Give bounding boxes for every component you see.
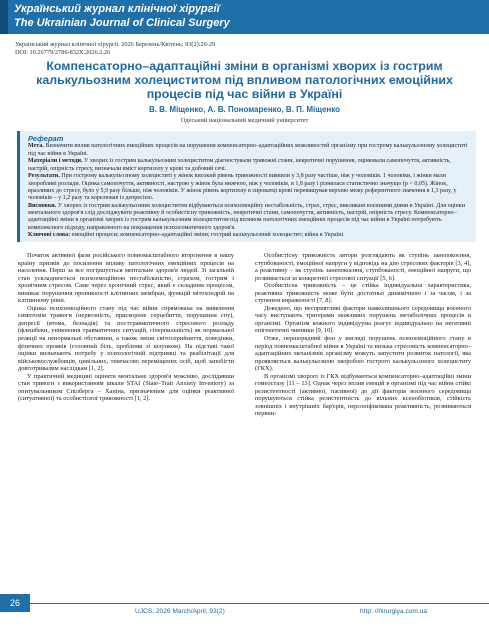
- abstract-results: [28, 173, 470, 202]
- footer-url[interactable]: http: //hirurgiya.com.ua: [360, 608, 428, 615]
- journal-title-en: The Ukrainian Journal of Clinical Surgery: [14, 17, 230, 29]
- journal-header-band: [0, 0, 489, 34]
- citation-block: [15, 41, 215, 57]
- body-paragraph: Початок активної фази російського повномасштабного вторгнення в нашу країну призвів до посилення впливу патологічних емоційних процесів на населення. Перш за все погіршується ментальне здоров'я людей. Зі загальній стан ускладнюється психоемоційною нестабільністю, страхом, гострим і хронічним стресом. Саме через хронічний стрес, який є складним процесом, виникає порушення проникності клітинних мембран, функцій мітохондрій на клітинному рівні.: [18, 252, 234, 305]
- footer-journal-issue: UJCS, 2026 March/April; 93(2): [135, 608, 225, 615]
- abstract-methods: [28, 158, 470, 173]
- article-title: Компенсаторно–адаптаційні зміни в організмі хворих із гострим калькульозним холециститом під впливом патологічних емоційних процесів під час війни в Україні: [36, 59, 453, 101]
- keywords-label: Ключові слова:: [28, 232, 71, 239]
- conclusions-text: У хворих із гострим калькульозним холециститом відбуваються психоемоційну нестабільність, страх, стрес, викликані воєнними діями в Україні. Для оцінки ментального здоров'я слід досліджувати реактивну й особистісну тривожність, невротичні стани, самопочуття, активність, настрій, опірність стресу. Компенсаторно–адаптаційні зміни в організмі хворих із гострим калькульозним холециститом під впливом патологічних емоційних процесів під час війни в Україні потребують комплексного підходу, направленого на покращення психосоматичного здоров'я.: [28, 202, 465, 231]
- body-column-left: [18, 252, 234, 403]
- keywords-text: емоційні процеси; компенсаторно–адаптаційні зміни; гострий калькульозний холецистит; війна в Україні.: [70, 232, 345, 239]
- methods-text: У хворих із гострим калькульозним холециститом діагностували тривожні стани, некротичні порушення, оцінювали самопочуття, активність, настрій, опірність стресу, визначали вміст кортизолу у крові та добовий сечі.: [28, 158, 451, 172]
- body-paragraph: Доведено, що несприятливі фактори навколишнього середовища воєнного часу виступають тригерами можливих порушень метаболічних процесів в організмі. Організм кожного індивідуума реагує індивідуально на негативні епігенетичні чинники [9, 10].: [255, 304, 471, 335]
- conclusions-label: Висновки.: [28, 202, 57, 209]
- abstract-keywords: [28, 232, 470, 239]
- results-label: Результати.: [28, 173, 60, 180]
- page-number: 26: [0, 594, 30, 612]
- results-text: При гострому калькульозному холециститі у жінок високий рівень тривожності виявили у 3,8 разу частіше, ніж у чоловіків. 1 чоловіки, і жінки мали хворобливі розлади. Оцінка самопочуття, активності, настрою у жінок була нижчою, ніж у чоловіків, в 1,8 разу і різнилася статистично значущо (p < 0,05). Жінок, вразливих до стресу, було у 5,9 разу більше, ніж чоловіків. У жінок рівень кортизолу в сироватці крові перевищував верхню межу референтного значення в 1,3 разу, у чоловіків – у 1,2 разу та корелював із депресією.: [28, 173, 457, 201]
- body-paragraph: В організмі хворого із ГКХ відбуваються компенсаторно–адаптаційні зміни гомеостазу [11 – 13]. Однак через вплив емоцій в організмі під час війни стійкі резистентності (активної, пасивної) до дії факторів воєнного середовища порушуються стійка резистентність до вільних ксенобіотиків, стійкість зовнішніх і внутрішніх бар'єрів, персоніфікована реактивність, розвиваються первин-: [255, 372, 471, 418]
- abstract-box: [17, 131, 476, 242]
- journal-title-ua: Український журнал клінічної хірургії: [14, 3, 220, 15]
- methods-label: Матеріали і методи.: [28, 158, 83, 165]
- abstract-heading: Реферат: [28, 134, 64, 143]
- body-paragraph: Оцінка психоемоційного стану під час війни спрямована на виявлення симптомів тривоги (нервозність, прискорене серцебиття, порушення сну), депресії (втома, безнадія) та посттравматичного стресового розладу (флешбеки, уникнення травматичних ситуацій, гіперпильність) як нормальної реакції на ненормальні обставини, а також зміни світосприйняття, поведінки, фізичних проявів (головний біль, проблеми зі шлунком). На підставі такої оцінки визначають потребу у психологічній підтримці та реабілітації для військовослужбовців, цивільних, тимчасово переміщених осіб, щоб запобігти довготривалим наслідкам [1, 2].: [18, 304, 234, 373]
- aim-label: Мета.: [28, 143, 44, 150]
- abstract-conclusions: [28, 203, 470, 232]
- body-column-right: [255, 252, 471, 418]
- body-paragraph: Особистісна тривожність – це стійка індивідуальна характеристика, реактивна тривожність може бути достатньо динамічною і за часом, і за ступенем вираженості [7, 8].: [255, 282, 471, 305]
- body-paragraph: Особистісну тривожність автори розглядають як ступінь занепокоєння, ступбованості, емоційної напруги у відповідь на дію стресових факторів [3, 4], а реактивну – як ступінь занепокоєння, ступбованості, емоційної напруги, що розвивається за конкретної стресової ситуації [5, 6].: [255, 252, 471, 282]
- header-accent-stripe: [0, 0, 8, 34]
- body-paragraph: У практичній медицині оцінити ментальне здоров'я можливо, дослідивши стан тривоги з використанням шкали STAI (State–Trait Anxiety Inventory) за опитувальником Спілберга – Ханіна, призначеним для оцінки реактивної (ситуативної) та особистісної тривожності [1, 2].: [18, 372, 234, 403]
- doi-line: DOI: 10.26779/2786-832X.2026.2.26: [15, 49, 111, 56]
- aim-text: Визначити вплив патологічних емоційних процесів на порушення компенсаторно–адаптаційних можливостей організму при гострому калькульозному холециститі під час війни в Україні.: [28, 143, 468, 157]
- article-authors: В. В. Міщенко, А. В. Пономаренко, В. П. Міщенко: [148, 105, 341, 114]
- author-affiliation: Одеський національний медичний університет: [180, 117, 309, 124]
- citation-line: Український журнал клінічної хірургії. 2026 Березень/Квітень; 93(2):26-29: [15, 41, 216, 48]
- body-paragraph: Отже, першорядний фон у вигляді порушень психоемоційного стану в період повномасштабної війни в Україні та низька стресовість компенсаторно–адаптаційних механізмів організму можуть запустити розвиток патології, яка проявляється калькульозною хворобою гострого калькульозного холециститу (ГКХ).: [255, 335, 471, 373]
- abstract-aim: [28, 143, 470, 158]
- footer-divider: [30, 603, 489, 604]
